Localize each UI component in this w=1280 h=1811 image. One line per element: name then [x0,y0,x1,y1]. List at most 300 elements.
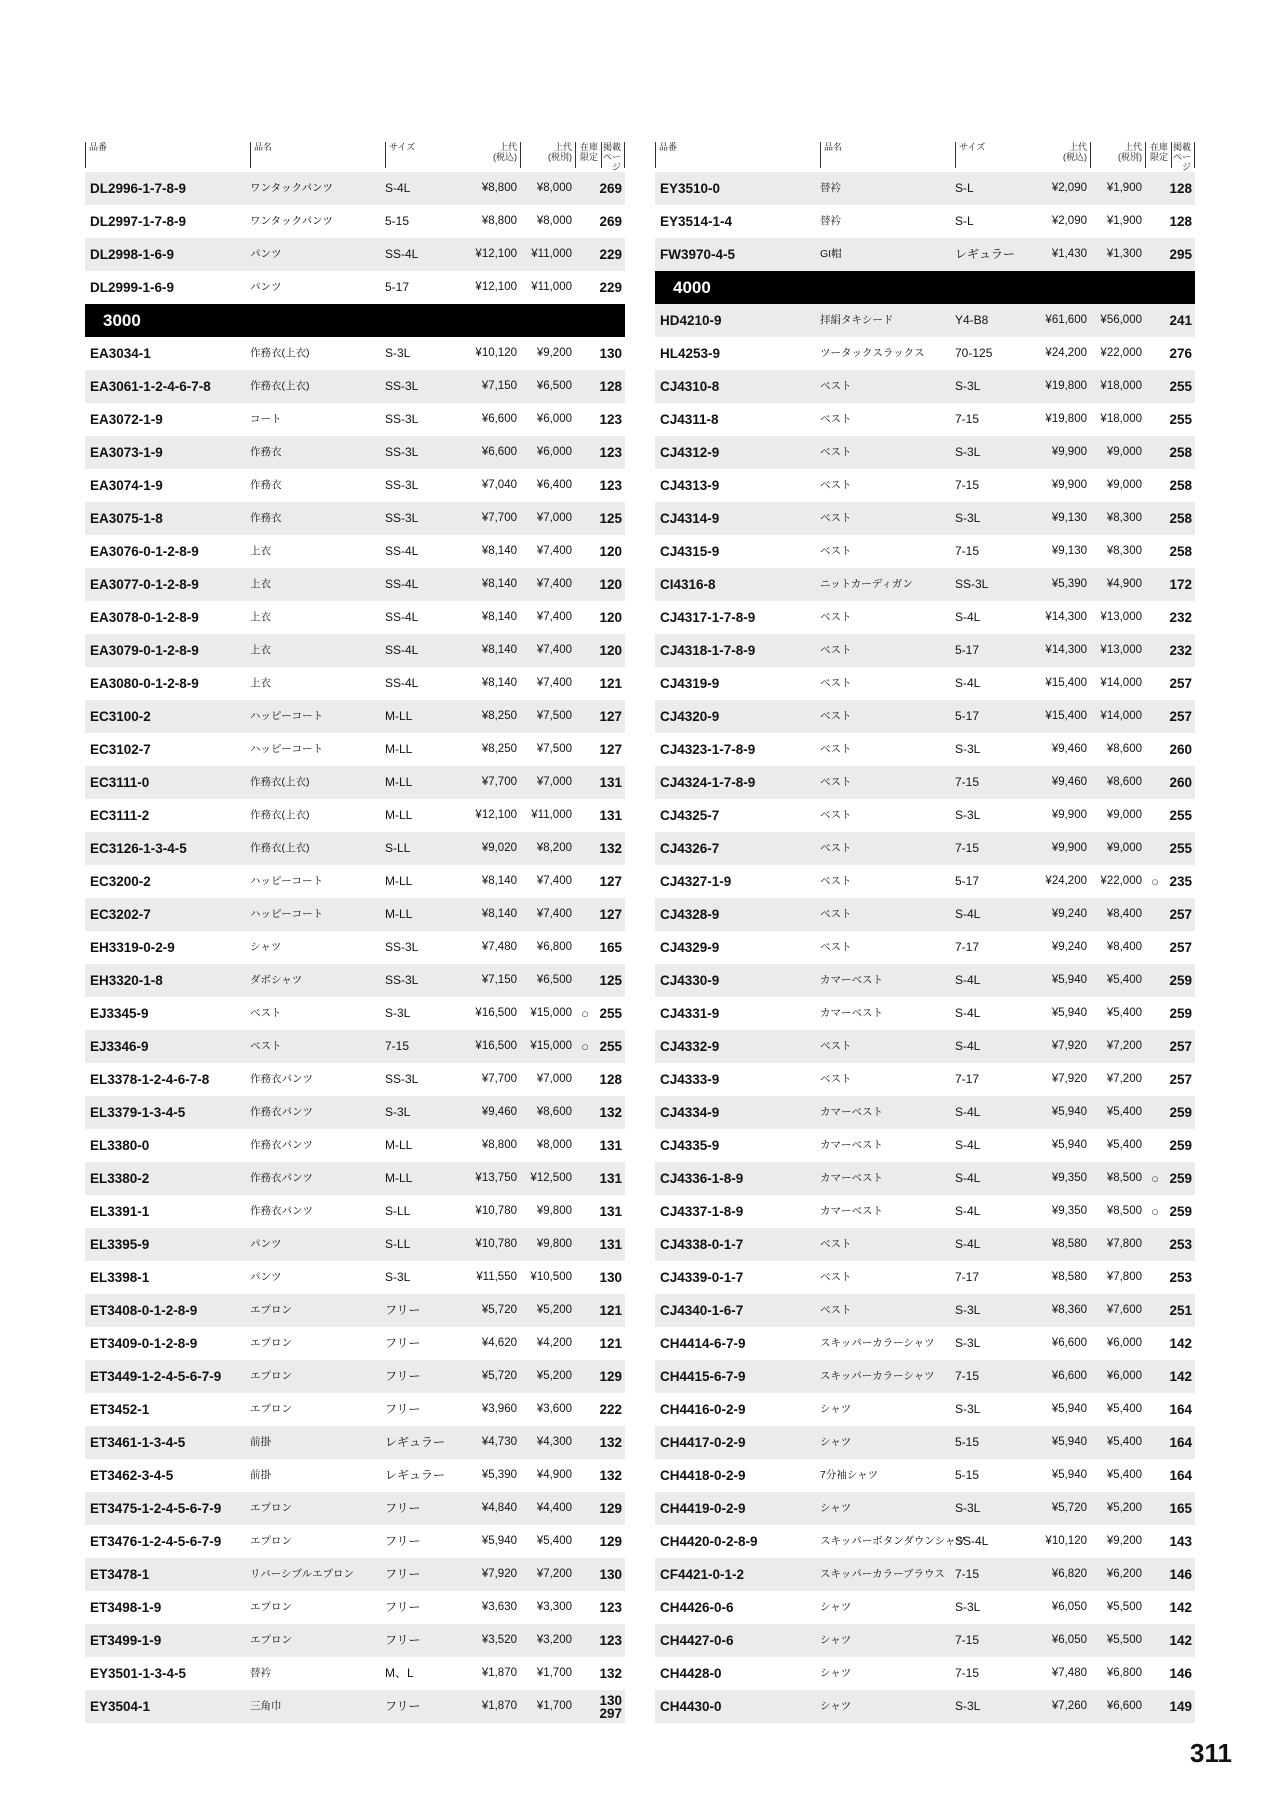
catalog-page: 120 [599,643,622,658]
price-incl-tax: ¥9,900 [1051,446,1087,458]
price-excl-tax: ¥6,800 [1106,1667,1142,1679]
product-name: エプロン [250,1370,292,1382]
stock-limited-mark: ○ [1151,1171,1159,1186]
price-excl-tax: ¥9,000 [1106,842,1142,854]
price-excl-tax: ¥3,300 [536,1601,572,1613]
price-incl-tax: ¥7,260 [1051,1700,1087,1712]
product-code: EL3380-2 [90,1171,150,1186]
size-range: SS-4L [385,577,419,591]
size-range: レギュラー [385,1435,446,1449]
product-code: CJ4328-9 [660,907,720,922]
product-code: CJ4314-9 [660,511,720,526]
header-price-incl: 上代 (税込) [1020,142,1091,168]
size-range: S-L [955,214,974,228]
product-name: ワンタックパンツ [250,182,333,194]
price-excl-tax: ¥11,000 [531,281,572,293]
table-row [655,766,1195,799]
size-range: S-3L [955,1699,981,1713]
catalog-page: 132 [599,1666,622,1681]
table-row [655,898,1195,931]
table-row [85,403,625,436]
catalog-page: 259 [1169,973,1192,988]
catalog-page: 255 [1169,379,1192,394]
size-range: S-4L [955,1171,981,1185]
product-name: パンツ [250,1238,282,1250]
catalog-page: 259 [1169,1204,1192,1219]
product-name: エプロン [250,1601,292,1613]
product-name: 作務衣パンツ [250,1106,313,1118]
table-row [655,1657,1195,1690]
product-name: ベスト [250,1007,282,1019]
price-incl-tax: ¥9,350 [1051,1205,1087,1217]
table-row [85,172,625,205]
table-row [655,1228,1195,1261]
catalog-page: 259 [1169,1105,1192,1120]
table-row [655,1129,1195,1162]
product-code: CJ4327-1-9 [660,874,732,889]
price-incl-tax: ¥2,090 [1051,215,1087,227]
product-code: CH4427-0-6 [660,1633,734,1648]
product-name: 作務衣(上衣) [250,380,310,392]
catalog-page: 123 [599,412,622,427]
product-code: CJ4323-1-7-8-9 [660,742,756,757]
product-code: EA3080-0-1-2-8-9 [90,676,199,691]
catalog-page: 128 [599,1072,622,1087]
price-incl-tax: ¥8,800 [481,1139,517,1151]
catalog-page: 130 [599,1270,622,1285]
size-range: S-3L [955,742,981,756]
size-range: 5-17 [385,280,410,294]
catalog-page: 251 [1169,1303,1192,1318]
product-name: ベスト [820,611,852,623]
price-incl-tax: ¥8,250 [481,710,517,722]
price-incl-tax: ¥7,150 [481,380,517,392]
product-name: ベスト [820,1271,852,1283]
size-range: SS-3L [385,379,419,393]
product-name: 三角巾 [250,1700,282,1712]
product-code: CJ4340-1-6-7 [660,1303,744,1318]
catalog-page: 127 [599,874,622,889]
size-range: 5-17 [955,643,980,657]
table-row [655,1327,1195,1360]
product-name: 作務衣 [250,446,282,458]
table-row [655,205,1195,238]
product-code: EH3320-1-8 [90,973,163,988]
price-incl-tax: ¥9,460 [1051,743,1087,755]
product-code: CJ4324-1-7-8-9 [660,775,756,790]
price-excl-tax: ¥6,800 [536,941,572,953]
product-name: スキッパーカラーシャツ [820,1370,935,1382]
catalog-page: 128 [1169,181,1192,196]
table-row [655,469,1195,502]
table-row [655,931,1195,964]
size-range: S-4L [955,1105,981,1119]
price-excl-tax: ¥1,900 [1106,182,1142,194]
product-name: ツータックスラックス [820,347,925,359]
product-code: CJ4339-0-1-7 [660,1270,744,1285]
product-name: ベスト [820,743,852,755]
catalog-page: 257 [1169,709,1192,724]
size-range: 7-15 [955,478,980,492]
size-range: 7-17 [955,1072,980,1086]
table-row [655,1030,1195,1063]
product-name: 作務衣パンツ [250,1139,313,1151]
table-row [655,1690,1195,1723]
price-incl-tax: ¥6,050 [1051,1634,1087,1646]
size-range: フリー [385,1369,421,1383]
size-range: 7-15 [385,1039,410,1053]
size-range: M-LL [385,775,413,789]
product-name: 替衿 [250,1667,271,1679]
product-code: EA3074-1-9 [90,478,163,493]
size-range: S-3L [955,445,981,459]
catalog-page: 172 [1169,577,1192,592]
price-incl-tax: ¥7,920 [1051,1040,1087,1052]
price-excl-tax: ¥14,000 [1100,677,1142,689]
price-excl-tax: ¥56,000 [1100,314,1142,326]
product-name: ハッピーコート [250,875,324,887]
price-excl-tax: ¥8,000 [536,182,572,194]
table-row [85,568,625,601]
product-name: 作務衣(上衣) [250,842,310,854]
product-code: CH4418-0-2-9 [660,1468,746,1483]
size-range: SS-3L [385,478,419,492]
size-range: S-3L [955,379,981,393]
size-range: M-LL [385,742,413,756]
table-row [655,832,1195,865]
product-code: CH4428-0 [660,1666,722,1681]
catalog-page: 130 297 [599,1693,622,1721]
table-row [655,568,1195,601]
product-code: EL3395-9 [90,1237,150,1252]
price-excl-tax: ¥6,000 [1106,1337,1142,1349]
price-incl-tax: ¥8,800 [481,182,517,194]
size-range: 7-15 [955,1666,980,1680]
size-range: S-3L [955,808,981,822]
product-code: ET3452-1 [90,1402,150,1417]
product-name: シャツ [820,1667,852,1679]
size-range: S-4L [955,1039,981,1053]
stock-limited-mark: ○ [581,1006,589,1021]
product-code: CJ4336-1-8-9 [660,1171,744,1186]
catalog-page: 128 [1169,214,1192,229]
header-stock-limited: 在庫 限定 [1142,142,1172,168]
price-incl-tax: ¥19,800 [1045,413,1087,425]
table-row [655,172,1195,205]
catalog-page: 123 [599,1633,622,1648]
table-row [85,1690,625,1723]
catalog-page: 130 [599,346,622,361]
catalog-page: 164 [1169,1435,1192,1450]
stock-limited-mark: ○ [1151,874,1159,889]
price-incl-tax: ¥6,600 [481,446,517,458]
price-incl-tax: ¥8,800 [481,215,517,227]
table-row [85,1624,625,1657]
price-excl-tax: ¥5,200 [536,1304,572,1316]
product-code: CI4316-8 [660,577,716,592]
product-code: FW3970-4-5 [660,247,736,262]
table-row [85,535,625,568]
size-range: SS-4L [385,610,419,624]
table-body [85,172,625,1723]
product-code: CH4417-0-2-9 [660,1435,746,1450]
price-incl-tax: ¥5,940 [1051,1436,1087,1448]
size-range: 7-15 [955,775,980,789]
size-range: M、L [385,1666,414,1680]
product-code: EA3034-1 [90,346,151,361]
price-excl-tax: ¥6,600 [1106,1700,1142,1712]
product-name: シャツ [820,1436,852,1448]
price-incl-tax: ¥11,550 [476,1271,517,1283]
price-incl-tax: ¥8,140 [481,578,517,590]
price-excl-tax: ¥6,500 [536,974,572,986]
size-range: 5-15 [955,1435,980,1449]
product-code: ET3408-0-1-2-8-9 [90,1303,198,1318]
price-incl-tax: ¥5,940 [1051,1403,1087,1415]
size-range: S-4L [955,1237,981,1251]
table-row [655,502,1195,535]
table-row [655,1393,1195,1426]
size-range: レギュラー [955,247,1016,261]
product-code: CH4416-0-2-9 [660,1402,746,1417]
product-code: ET3475-1-2-4-5-6-7-9 [90,1501,222,1516]
table-row [655,700,1195,733]
catalog-page: 123 [599,1600,622,1615]
product-name: 替衿 [820,182,841,194]
price-incl-tax: ¥10,120 [475,347,517,359]
product-code: EC3200-2 [90,874,151,889]
price-excl-tax: ¥1,700 [536,1667,572,1679]
product-name: 作務衣パンツ [250,1073,313,1085]
product-code: EA3073-1-9 [90,445,163,460]
header-name: 品名 [820,142,842,168]
price-incl-tax: ¥7,920 [481,1568,517,1580]
product-code: ET3476-1-2-4-5-6-7-9 [90,1534,222,1549]
catalog-page: 127 [599,907,622,922]
size-range: S-3L [385,1006,411,1020]
catalog-page: 132 [599,841,622,856]
price-excl-tax: ¥8,300 [1106,545,1142,557]
table-row [655,1558,1195,1591]
price-excl-tax: ¥11,000 [531,809,572,821]
product-name: ベスト [820,1304,852,1316]
product-code: CJ4315-9 [660,544,720,559]
product-name: ハッピーコート [250,710,324,722]
header-stock-limited: 在庫 限定 [572,142,602,168]
product-code: ET3498-1-9 [90,1600,162,1615]
price-excl-tax: ¥6,000 [536,446,572,458]
price-incl-tax: ¥61,600 [1045,314,1087,326]
product-code: CJ4334-9 [660,1105,720,1120]
price-excl-tax: ¥8,300 [1106,512,1142,524]
size-range: S-4L [955,676,981,690]
size-range: フリー [385,1699,421,1713]
price-incl-tax: ¥14,300 [1045,644,1087,656]
catalog-page: 259 [1169,1171,1192,1186]
product-code: DL2998-1-6-9 [90,247,175,262]
table-row [85,1657,625,1690]
price-incl-tax: ¥5,940 [1051,1139,1087,1151]
product-code: CF4421-0-1-2 [660,1567,745,1582]
catalog-page: 241 [1169,313,1192,328]
price-excl-tax: ¥3,200 [536,1634,572,1646]
price-incl-tax: ¥5,390 [1051,578,1087,590]
catalog-page: 259 [1169,1006,1192,1021]
table-row [85,865,625,898]
size-range: SS-4L [385,544,419,558]
table-row [85,1426,625,1459]
product-name: ベスト [820,710,852,722]
price-incl-tax: ¥8,140 [481,908,517,920]
product-name: 前掛 [250,1469,271,1481]
table-row [655,1492,1195,1525]
size-range: S-4L [955,1138,981,1152]
product-name: 上衣 [250,611,271,623]
product-name: リバーシブルエプロン [250,1568,355,1580]
price-excl-tax: ¥3,600 [536,1403,572,1415]
table-row [85,1030,625,1063]
product-name: 拝絹タキシード [820,314,894,326]
catalog-page: 235 [1169,874,1192,889]
table-row [655,997,1195,1030]
product-name: スキッパーボタンダウンシャツ [820,1535,966,1547]
price-incl-tax: ¥9,130 [1051,512,1087,524]
size-range: 7-15 [955,1633,980,1647]
product-name: エプロン [250,1403,292,1415]
catalog-page: 127 [599,742,622,757]
price-excl-tax: ¥5,500 [1106,1634,1142,1646]
header-size: サイズ [955,142,985,168]
table-row [85,1492,625,1525]
product-code: EC3126-1-3-4-5 [90,841,187,856]
catalog-page: 142 [1169,1369,1192,1384]
table-row [655,1591,1195,1624]
size-range: SS-3L [385,412,419,426]
table-row [85,1294,625,1327]
product-name: シャツ [820,1634,852,1646]
price-incl-tax: ¥9,350 [1051,1172,1087,1184]
size-range: SS-4L [385,643,419,657]
catalog-page: 120 [599,610,622,625]
price-excl-tax: ¥4,400 [536,1502,572,1514]
catalog-page: 255 [1169,808,1192,823]
price-excl-tax: ¥7,400 [536,611,572,623]
product-code: CH4419-0-2-9 [660,1501,746,1516]
price-incl-tax: ¥15,400 [1045,710,1087,722]
size-range: S-4L [955,973,981,987]
size-range: S-3L [955,1402,981,1416]
catalog-page: 258 [1169,445,1192,460]
table-row [655,535,1195,568]
table-row [85,1261,625,1294]
table-row [85,997,625,1030]
price-incl-tax: ¥4,620 [481,1337,517,1349]
product-name: ベスト [820,545,852,557]
price-excl-tax: ¥4,300 [536,1436,572,1448]
product-name: エプロン [250,1535,292,1547]
product-name: 作務衣パンツ [250,1205,313,1217]
product-name: ダボシャツ [250,974,303,986]
price-excl-tax: ¥9,000 [1106,446,1142,458]
size-range: 7-17 [955,940,980,954]
price-excl-tax: ¥1,700 [536,1700,572,1712]
price-excl-tax: ¥4,200 [536,1337,572,1349]
size-range: 7-15 [955,1369,980,1383]
catalog-page: 146 [1169,1567,1192,1582]
price-incl-tax: ¥6,600 [481,413,517,425]
price-excl-tax: ¥7,200 [536,1568,572,1580]
price-excl-tax: ¥7,800 [1106,1271,1142,1283]
catalog-page: 255 [599,1039,622,1054]
product-name: GI帽 [820,248,842,260]
size-range: 7-15 [955,412,980,426]
catalog-page: 121 [599,1336,622,1351]
product-name: パンツ [250,281,282,293]
size-range: SS-4L [385,247,419,261]
price-excl-tax: ¥5,400 [1106,1007,1142,1019]
catalog-page: 165 [1169,1501,1192,1516]
catalog-page: 128 [599,379,622,394]
product-code: EL3379-1-3-4-5 [90,1105,186,1120]
product-name: ベスト [820,380,852,392]
price-incl-tax: ¥5,720 [1051,1502,1087,1514]
price-incl-tax: ¥16,500 [475,1040,517,1052]
catalog-page: 121 [599,1303,622,1318]
catalog-page: 132 [599,1468,622,1483]
stock-limited-mark: ○ [581,1039,589,1054]
product-name: ベスト [820,479,852,491]
price-incl-tax: ¥5,720 [481,1370,517,1382]
product-name: ベスト [820,1238,852,1250]
product-code: CH4415-6-7-9 [660,1369,746,1384]
table-row [655,634,1195,667]
size-range: フリー [385,1633,421,1647]
size-range: フリー [385,1402,421,1416]
product-name: パンツ [250,1271,282,1283]
catalog-page: 258 [1169,478,1192,493]
table-row [85,1591,625,1624]
catalog-page: 131 [599,1204,622,1219]
price-excl-tax: ¥8,600 [1106,776,1142,788]
price-incl-tax: ¥8,140 [481,677,517,689]
table-row [85,1393,625,1426]
table-row [85,700,625,733]
price-incl-tax: ¥7,480 [481,941,517,953]
catalog-page: 129 [599,1534,622,1549]
price-excl-tax: ¥22,000 [1100,875,1142,887]
catalog-page: 127 [599,709,622,724]
catalog-page: 165 [599,940,622,955]
table-row [655,370,1195,403]
product-name: カマーベスト [820,974,883,986]
table-row [85,502,625,535]
price-excl-tax: ¥7,400 [536,908,572,920]
catalog-page: 123 [599,445,622,460]
table-row [655,403,1195,436]
product-name: カマーベスト [820,1139,883,1151]
product-code: HD4210-9 [660,313,722,328]
price-excl-tax: ¥8,400 [1106,941,1142,953]
catalog-page: 142 [1169,1336,1192,1351]
price-incl-tax: ¥7,040 [481,479,517,491]
product-name: シャツ [820,1502,852,1514]
price-incl-tax: ¥7,480 [1051,1667,1087,1679]
table-row [655,1360,1195,1393]
price-incl-tax: ¥10,120 [1045,1535,1087,1547]
price-incl-tax: ¥8,140 [481,875,517,887]
product-name: ハッピーコート [250,908,324,920]
catalog-page: 131 [599,808,622,823]
